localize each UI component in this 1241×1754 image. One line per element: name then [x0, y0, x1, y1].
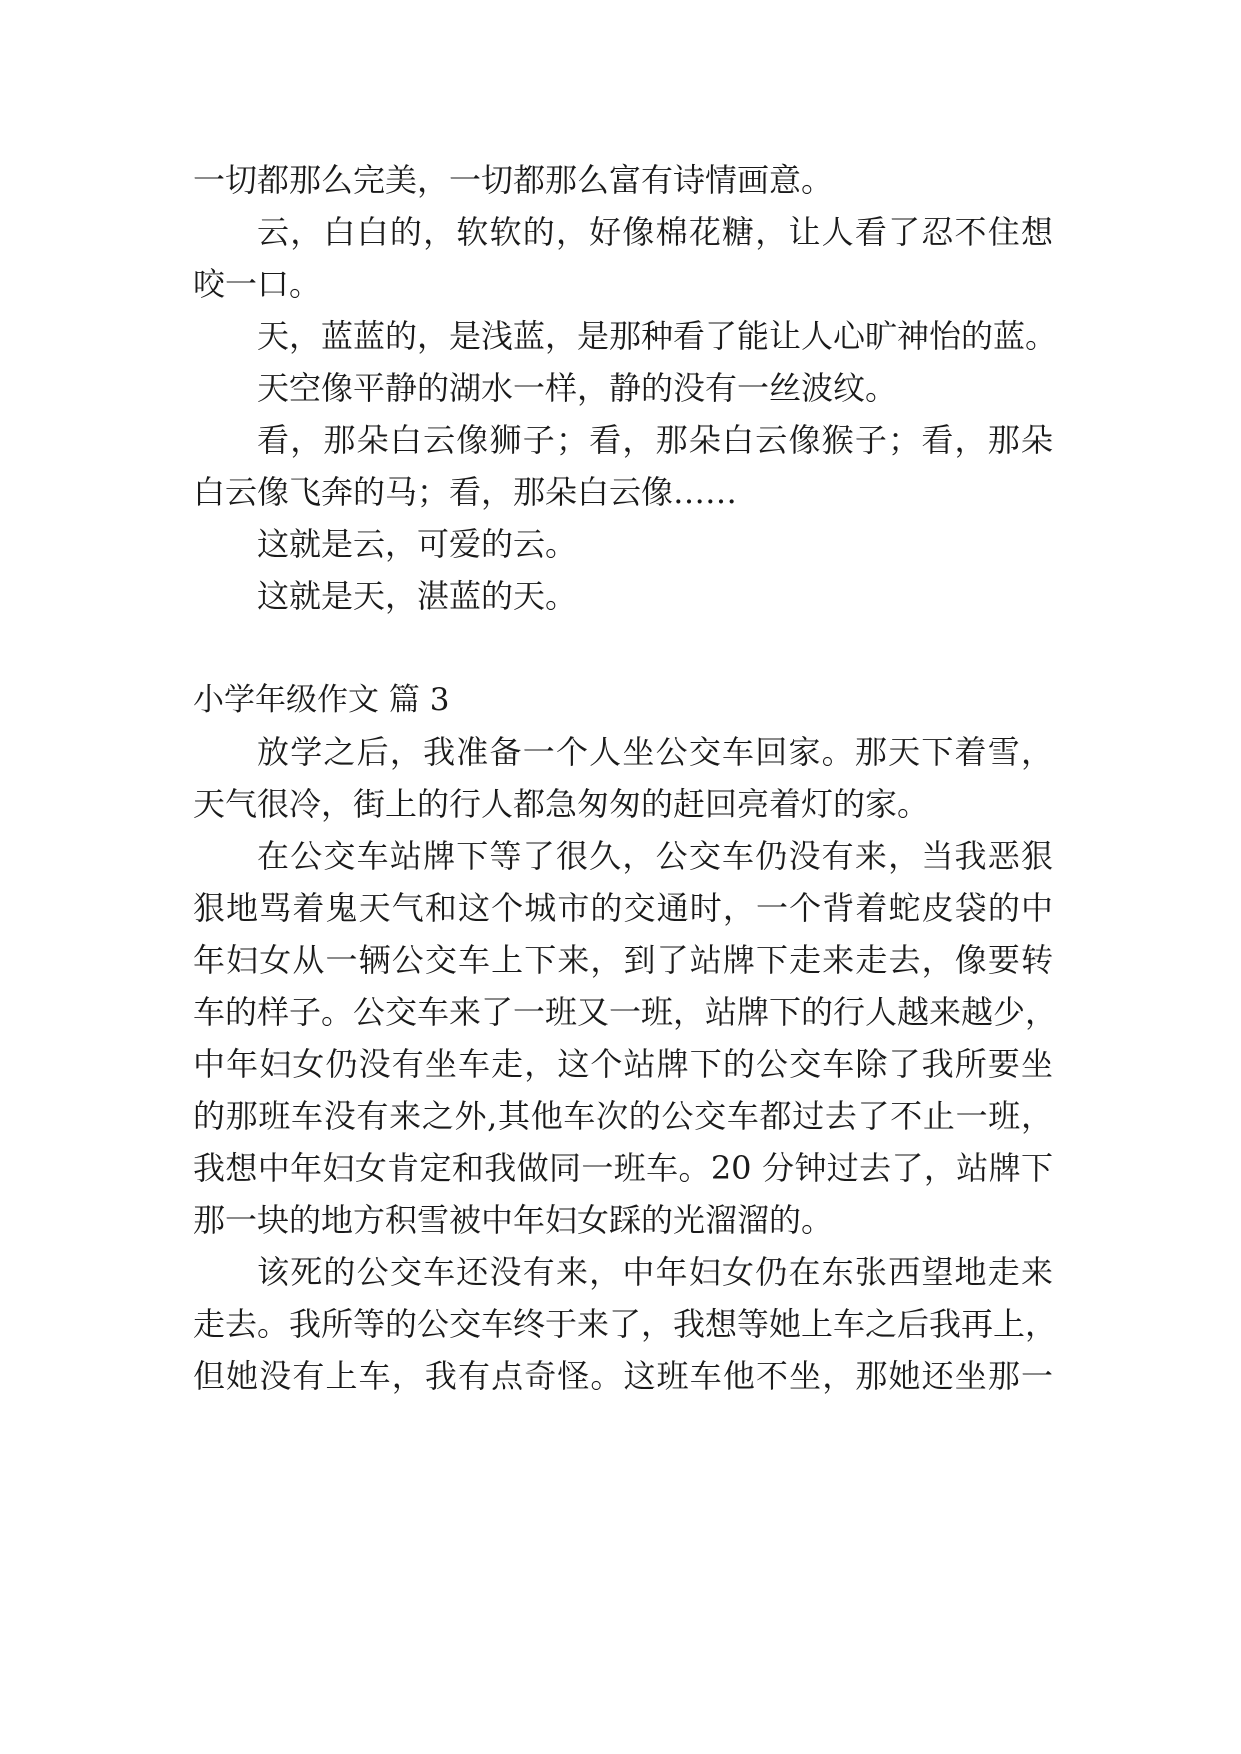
- text-line: 一切都那么完美，一切都那么富有诗情画意。: [193, 161, 834, 199]
- text-line: 走去。我所等的公交车终于来了，我想等她上车之后我再上，: [193, 1305, 1058, 1343]
- text-line: 白云像飞奔的马；看，那朵白云像……: [193, 473, 738, 511]
- text-line: 这就是云，可爱的云。: [257, 525, 578, 563]
- text-line: 该死的公交车还没有来，中年妇女仍在东张西望地走来: [257, 1253, 1053, 1291]
- text-line: 天空像平静的湖水一样，静的没有一丝波纹。: [257, 369, 898, 407]
- text-line: 我想中年妇女肯定和我做同一班车。20 分钟过去了，站牌下: [193, 1149, 1053, 1187]
- text-line: 天，蓝蓝的，是浅蓝，是那种看了能让人心旷神怡的蓝。: [257, 317, 1058, 355]
- text-line: 咬一口。: [193, 265, 322, 303]
- text-line: 车的样子。公交车来了一班又一班，站牌下的行人越来越少，: [193, 993, 1058, 1031]
- text-line: 中年妇女仍没有坐车走，这个站牌下的公交车除了我所要坐: [193, 1045, 1053, 1083]
- text-line: 狠地骂着鬼天气和这个城市的交通时，一个背着蛇皮袋的中: [193, 889, 1053, 927]
- text-line: 云，白白的，软软的，好像棉花糖，让人看了忍不住想: [257, 213, 1053, 251]
- text-line: 但她没有上车，我有点奇怪。这班车他不坐，那她还坐那一: [193, 1357, 1053, 1395]
- text-line: 的那班车没有来之外,其他车次的公交车都过去了不止一班，: [193, 1097, 1053, 1135]
- text-line: 放学之后，我准备一个人坐公交车回家。那天下着雪，: [257, 733, 1053, 771]
- section-heading: 小学年级作文 篇 3: [193, 682, 450, 718]
- text-line: 天气很冷，街上的行人都急匆匆的赶回亮着灯的家。: [193, 785, 930, 823]
- text-line: 那一块的地方积雪被中年妇女踩的光溜溜的。: [193, 1201, 834, 1239]
- text-line: 年妇女从一辆公交车上下来，到了站牌下走来走去，像要转: [193, 941, 1053, 979]
- text-line: 这就是天，湛蓝的天。: [257, 577, 578, 615]
- text-line: 在公交车站牌下等了很久，公交车仍没有来，当我恶狠: [257, 837, 1053, 875]
- text-line: 看，那朵白云像狮子；看，那朵白云像猴子；看，那朵: [257, 421, 1053, 459]
